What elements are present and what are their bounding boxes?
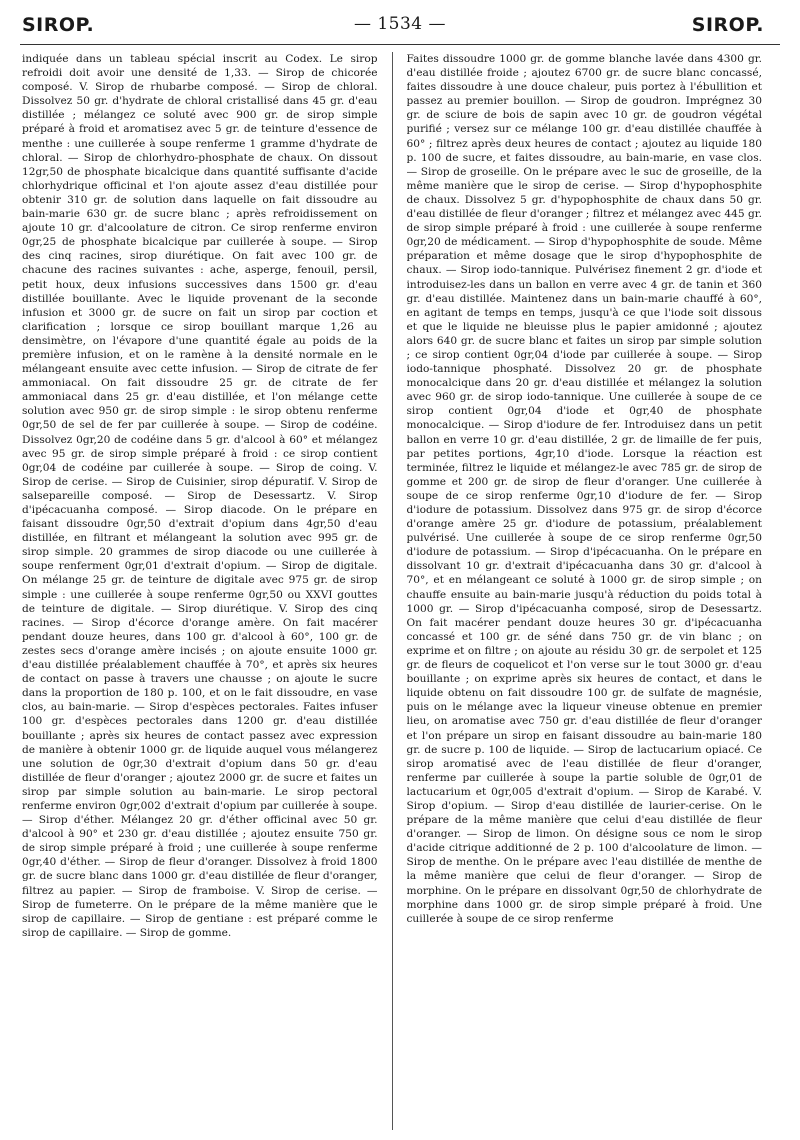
left-column	[22, 52, 378, 1130]
header-rule	[20, 44, 780, 45]
column-divider	[392, 52, 393, 1130]
header-right-title: SIROP.	[691, 14, 764, 36]
right-column-text: Faites dissoudre 1000 gr. de gomme blanche lavée dans 4300 gr. d'eau distillée froide ; ajoutez 6700 gr. de sucre blanc concassé, faites dissoudre à une douce chaleur, puis portez à l'ébullition et passez au premier bouillon. — Sirop de goudron. Imprégnez 30 gr. de sciure de bois de sapin avec 10 gr. de goudron végétal purifié ; versez sur ce mélange 100 gr. d'eau distillée chauffée à 60° ; filtrez après deux heures de contact ; ajoutez au liquide 180 p. 100 de sucre, et faites dissoudre, au bain-marie, en vase clos. — Sirop de groseille. On le prépare avec le suc de groseille, de la même manière que le sirop de cerise. — Sirop d'hypophosphite de chaux. Dissolvez 5 gr. d'hypophosphite de chaux dans 50 gr. d'eau distillée de fleur d'oranger ; filtrez et mélangez avec 445 gr. de sirop simple préparé à froid : une cuillerée à soupe renferme 0gr,20 de médicament. — Sirop d'hypophosphite de soude. Même préparation et même dosage que le sirop d'hypophosphite de chaux. — Sirop iodo-tannique. Pulvérisez finement 2 gr. d'iode et introduisez-les dans un ballon en verre avec 4 gr. de tanin et 360 gr. d'eau distillée. Maintenez dans un bain-marie chauffé à 60°, en agitant de temps en temps, jusqu'à ce que l'iode soit dissous et que le liquide ne bleuisse plus le papier amidonné ; ajoutez alors 640 gr. de sucre blanc et faites un sirop par simple solution ; ce sirop contient 0gr,04 d'iode par cuillerée à soupe. — Sirop iodo-tannique phosphaté. Dissolvez 20 gr. de phosphate monocalcique dans 20 gr. d'eau distillée et mélangez la solution avec 960 gr. de sirop iodo-tannique. Une cuillerée à soupe de ce sirop contient 0gr,04 d'iode et 0gr,40 de phosphate monocalcique. — Sirop d'iodure de fer. Introduisez dans un petit ballon en verre 10 gr. d'eau distillée, 2 gr. de limaille de fer puis, par petites portions, 4gr,10 d'iode. Lorsque la réaction est terminée, filtrez le liquide et mélangez-le avec 785 gr. de sirop de gomme et 200 gr. de sirop de fleur d'oranger. Une cuillerée à soupe de ce sirop renferme 0gr,10 d'iodure de fer. — Sirop d'iodure de potassium. Dissolvez dans 975 gr. de sirop d'écorce d'orange amère 25 gr. d'iodure de potassium, préalablement pulvérisé. Une cuillerée à soupe de ce sirop renferme 0gr,50 d'iodure de potassium. — Sirop d'ipécacuanha. On le prépare en dissolvant 10 gr. d'extrait d'ipécacuanha dans 30 gr. d'alcool à 70°, et en mélangeant ce soluté à 1000 gr. de sirop simple ; on chauffe ensuite au bain-marie jusqu'à réduction du poids total à 1000 gr. — Sirop d'ipécacuanha composé, sirop de Desessartz. On fait macérer pendant douze heures 30 gr. d'ipécacuanha concassé et 100 gr. de séné dans 750 gr. de vin blanc ; on exprime et on filtre ; on ajoute au résidu 30 gr. de serpolet et 125 gr. de fleurs de coquelicot et l'on verse sur le tout 3000 gr. d'eau bouillante ; on exprime après six heures de contact, et dans le liquide obtenu on fait dissoudre 100 gr. de sulfate de magnésie, puis on le mélange avec la liqueur vineuse obtenue en premier lieu, on aromatise avec 750 gr. d'eau distillée de fleur d'oranger et l'on prépare un sirop en faisant dissoudre au bain-marie 180 gr. de sucre p. 100 de liquide. — Sirop de lactucarium opiacé. Ce sirop aromatisé avec de l'eau distillée de fleur d'oranger, renferme par cuillerée à soupe la partie soluble de 0gr,01 de lactucarium et 0gr,005 d'extrait d'opium. — Sirop de Karabé. V. Sirop d'opium. — Sirop d'eau distillée de laurier-cerise. On le prépare de la même manière que celui d'eau distillée de fleur d'oranger. — Sirop de limon. On désigne sous ce nom le sirop d'acide citrique additionné de 2 p. 100 d'alcoolature de limon. — Sirop de menthe. On le prépare avec l'eau distillée de menthe de la même manière que celui de fleur d'oranger. — Sirop de morphine. On le prépare en dissolvant 0gr,50 de chlorhydrate de morphine dans 1000 gr. de sirop simple préparé à froid. Une cuillerée à soupe de ce sirop renferme	[406, 53, 762, 925]
header-left-title: SIROP.	[22, 14, 95, 36]
right-column	[407, 52, 763, 1130]
running-header	[0, 14, 800, 48]
page-number: — 1534 —	[353, 14, 447, 34]
left-column-text: indiquée dans un tableau spécial inscrit au Codex. Le sirop refroidi doit avoir une densité de 1,33. — Sirop de chicorée composé. V. Sirop de rhubarbe composé. — Sirop de chloral. Dissolvez 50 gr. d'hydrate de chloral cristallisé dans 45 gr. d'eau distillée ; mélangez ce soluté avec 900 gr. de sirop simple préparé à froid et aromatisez avec 5 gr. de teinture d'essence de menthe : une cuillerée à soupe renferme 1 gramme d'hydrate de chloral. — Sirop de chlorhydro-phosphate de chaux. On dissout 12gr,50 de phosphate bicalcique dans quantité suffisante d'acide chlorhydrique officinal et l'on ajoute assez d'eau distillée pour obtenir 310 gr. de solution dans laquelle on fait dissoudre au bain-marie 630 gr. de sucre blanc ; après refroidissement on ajoute 10 gr. d'alcoolature de citron. Ce sirop renferme environ 0gr,25 de phosphate bicalcique par cuillerée à soupe. — Sirop des cinq racines, sirop diurétique. On fait avec 100 gr. de chacune des racines suivantes : ache, asperge, fenouil, persil, petit houx, deux infusions successives dans 1500 gr. d'eau distillée bouillante. Avec le liquide provenant de la seconde infusion et 3000 gr. de sucre on fait un sirop par coction et clarification ; lorsque ce sirop bouillant marque 1,26 au densimètre, on l'évapore d'une quantité égale au poids de la première infusion, et on le ramène à la densité normale en le mélangeant ensuite avec cette infusion. — Sirop de citrate de fer ammoniacal. On fait dissoudre 25 gr. de citrate de fer ammoniacal dans 25 gr. d'eau distillée, et l'on mélange cette solution avec 950 gr. de sirop simple : le sirop obtenu renferme 0gr,50 de sel de fer par cuillerée à soupe. — Sirop de codéine. Dissolvez 0gr,20 de codéine dans 5 gr. d'alcool à 60° et mélangez avec 95 gr. de sirop simple préparé à froid : ce sirop contient 0gr,04 de codéine par cuillerée à soupe. — Sirop de coing. V. Sirop de cerise. — Sirop de Cuisinier, sirop dépuratif. V. Sirop de salsepareille composé. — Sirop de Desessartz. V. Sirop d'ipécacuanha composé. — Sirop diacode. On le prépare en faisant dissoudre 0gr,50 d'extrait d'opium dans 4gr,50 d'eau distillée, en filtrant et mélangeant la solution avec 995 gr. de sirop simple. 20 grammes de sirop diacode ou une cuillerée à soupe renferment 0gr,01 d'extrait d'opium. — Sirop de digitale. On mélange 25 gr. de teinture de digitale avec 975 gr. de sirop simple : une cuillerée à soupe renferme 0gr,50 ou XXVI gouttes de teinture de digitale. — Sirop diurétique. V. Sirop des cinq racines. — Sirop d'écorce d'orange amère. On fait macérer pendant douze heures, dans 100 gr. d'alcool à 60°, 100 gr. de zestes secs d'orange amère incisés ; on ajoute ensuite 1000 gr. d'eau distillée préalablement chauffée à 70°, et après six heures de contact on passe à travers une chausse ; on ajoute le sucre dans la proportion de 180 p. 100, et on le fait dissoudre, en vase clos, au bain-marie. — Sirop d'espèces pectorales. Faites infuser 100 gr. d'espèces pectorales dans 1200 gr. d'eau distillée bouillante ; après six heures de contact passez avec expression de manière à obtenir 1000 gr. de liquide auquel vous mélangerez une solution de 0gr,30 d'extrait d'opium dans 50 gr. d'eau distillée de fleur d'oranger ; ajoutez 2000 gr. de sucre et faites un sirop par simple solution au bain-marie. Le sirop pectoral renferme environ 0gr,002 d'extrait d'opium par cuillerée à soupe. — Sirop d'éther. Mélangez 20 gr. d'éther officinal avec 50 gr. d'alcool à 90° et 230 gr. d'eau distillée ; ajoutez ensuite 750 gr. de sirop simple préparé à froid ; une cuillerée à soupe renferme 0gr,40 d'éther. — Sirop de fleur d'oranger. Dissolvez à froid 1800 gr. de sucre blanc dans 1000 gr. d'eau distillée de fleur d'oranger, filtrez au papier. — Sirop de framboise. V. Sirop de cerise. — Sirop de fumeterre. On le prépare de la même manière que le sirop de capillaire. — Sirop de gentiane : est préparé comme le sirop de capillaire. — Sirop de gomme.	[22, 53, 378, 939]
text-columns	[22, 52, 762, 1130]
